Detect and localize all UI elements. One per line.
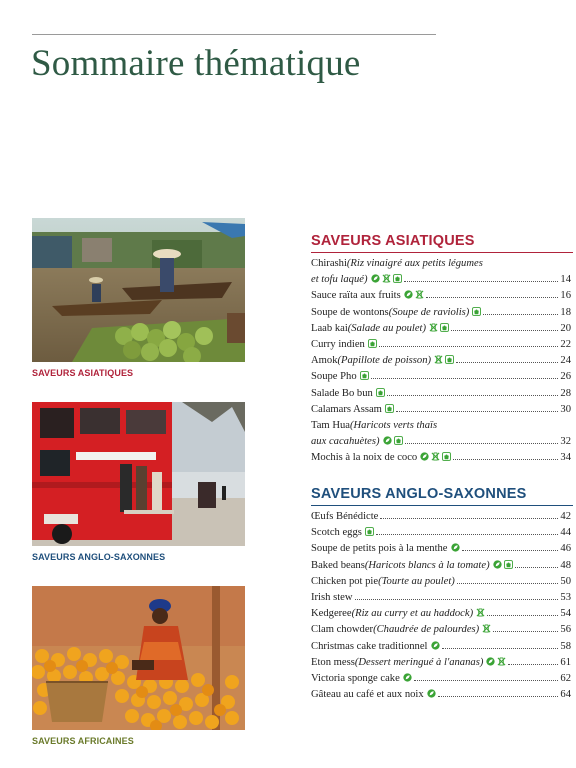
- entry-line: [311, 321, 571, 337]
- entry-name: Gâteau au café et aux noix: [311, 689, 424, 701]
- page-number: 32: [560, 436, 571, 448]
- leaf-icon: [383, 435, 392, 444]
- entry-name: Sauce raïta aux fruits: [311, 290, 401, 302]
- entry-line: [311, 606, 571, 622]
- entry-subtitle-continued: et tofu laqué): [311, 274, 368, 286]
- page-number: 26: [560, 371, 571, 383]
- dot-leader: [380, 518, 558, 519]
- entry-line: [311, 671, 571, 687]
- entry-name: Œufs Bénédicte: [311, 511, 379, 522]
- toc-entry: [311, 671, 571, 687]
- entry-name: Scotch eggs: [311, 527, 362, 539]
- entry-line: [311, 272, 571, 288]
- toc-entry: [311, 288, 571, 304]
- diet-icons: [360, 370, 369, 379]
- page-number: 24: [560, 355, 571, 367]
- toc-entry: [311, 525, 571, 541]
- no-dairy-icon: [476, 607, 485, 616]
- dot-leader: [493, 631, 558, 632]
- no-dairy-icon: [415, 289, 424, 298]
- pot-icon: [376, 387, 385, 396]
- entry-line: [311, 305, 571, 321]
- toc-entry: [311, 256, 571, 288]
- entry-name: Chirashi: [311, 258, 347, 269]
- dot-leader: [442, 648, 559, 649]
- toc-entry: [311, 509, 571, 525]
- toc-entry: [311, 574, 571, 590]
- dot-leader: [487, 615, 558, 616]
- diet-icons: [385, 403, 394, 412]
- photo-asian-market: [32, 218, 245, 362]
- entry-name: Christmas cake traditionnel: [311, 640, 428, 652]
- page-number: 54: [560, 608, 571, 620]
- entry-line: [311, 687, 571, 703]
- toc-asian: [311, 256, 571, 466]
- dot-leader: [483, 314, 558, 315]
- page-number: 20: [560, 322, 571, 334]
- toc-entry: [311, 337, 571, 353]
- page-number: 18: [560, 306, 571, 318]
- page-number: 58: [560, 640, 571, 652]
- entry-name: Soupe Pho: [311, 371, 357, 383]
- toc-anglo: [311, 509, 571, 703]
- no-dairy-icon: [434, 354, 443, 363]
- pot-icon: [504, 559, 513, 568]
- photo-caption-asian: SAVEURS ASIATIQUES: [32, 368, 134, 378]
- diet-icons: [493, 559, 513, 568]
- diet-icons: [434, 354, 454, 363]
- entry-line: [311, 590, 571, 606]
- page-number: 34: [560, 452, 571, 464]
- entry-line: [311, 288, 571, 304]
- page-number: 48: [560, 559, 571, 571]
- leaf-icon: [427, 688, 436, 697]
- entry-line: [311, 574, 571, 590]
- dot-leader: [414, 680, 559, 681]
- entry-name: Victoria sponge cake: [311, 672, 400, 684]
- entry-line: [311, 386, 571, 402]
- toc-entry: [311, 353, 571, 369]
- entry-name: Irish stew: [311, 591, 353, 603]
- diet-icons: [429, 322, 449, 331]
- toc-entry: [311, 606, 571, 622]
- dot-leader: [376, 534, 559, 535]
- top-rule: [32, 34, 436, 35]
- entry-name: Soupe de petits pois à la menthe: [311, 543, 448, 555]
- entry-subtitle: (Haricots blancs à la tomate): [364, 559, 490, 571]
- diet-icons: [371, 273, 402, 282]
- no-dairy-icon: [497, 656, 506, 665]
- diet-icons: [451, 542, 460, 551]
- entry-line: [311, 450, 571, 466]
- leaf-icon: [451, 542, 460, 551]
- photo-african-market: [32, 586, 245, 730]
- entry-line: [311, 541, 571, 557]
- entry-name: Tam Hua: [311, 419, 350, 431]
- entry-line: [311, 509, 571, 525]
- toc-entry: [311, 369, 571, 385]
- dot-leader: [456, 362, 558, 363]
- leaf-icon: [404, 289, 413, 298]
- diet-icons: [376, 387, 385, 396]
- entry-subtitle: (Dessert meringué à l'ananas): [354, 656, 484, 668]
- diet-icons: [368, 338, 377, 347]
- toc-entry: [311, 622, 571, 638]
- dot-leader: [371, 378, 559, 379]
- photo-caption-anglo: SAVEURS ANGLO-SAXONNES: [32, 552, 166, 562]
- diet-icons: [472, 306, 481, 315]
- entry-subtitle-continued: aux cacahuètes): [311, 436, 380, 448]
- entry-subtitle: (Salade au poulet): [347, 322, 427, 334]
- leaf-icon: [493, 559, 502, 568]
- dot-leader: [453, 459, 558, 460]
- diet-icons: [476, 607, 485, 616]
- toc-entry: [311, 450, 571, 466]
- pot-icon: [445, 354, 454, 363]
- no-dairy-icon: [482, 623, 491, 632]
- dot-leader: [404, 281, 559, 282]
- entry-name: Kedgeree: [311, 608, 352, 620]
- no-dairy-icon: [429, 322, 438, 331]
- dot-leader: [379, 346, 559, 347]
- page-number: 56: [560, 624, 571, 636]
- entry-name: Eton mess: [311, 656, 355, 668]
- diet-icons: [404, 289, 424, 298]
- toc-entry: [311, 402, 571, 418]
- dot-leader: [405, 443, 559, 444]
- diet-icons: [383, 435, 403, 444]
- dot-leader: [457, 583, 559, 584]
- page-number: 53: [560, 591, 571, 603]
- entry-name: Clam chowder: [311, 624, 374, 636]
- dot-leader: [508, 664, 558, 665]
- dot-leader: [355, 599, 559, 600]
- toc-entry: [311, 639, 571, 655]
- diet-icons: [420, 451, 451, 460]
- entry-name: Soupe de wontons: [311, 306, 389, 318]
- leaf-icon: [371, 273, 380, 282]
- entry-subtitle: (Tourte au poulet): [378, 575, 455, 587]
- page-number: 62: [560, 672, 571, 684]
- page-number: 28: [560, 387, 571, 399]
- pot-icon: [440, 322, 449, 331]
- entry-name: Baked beans: [311, 559, 365, 571]
- entry-name: Salade Bo bun: [311, 387, 373, 399]
- entry-line: [311, 525, 571, 541]
- entry-name: Laab kai: [311, 322, 348, 334]
- toc-entry: [311, 687, 571, 703]
- pot-icon: [393, 273, 402, 282]
- page-number: 46: [560, 543, 571, 555]
- photo-london-bus: [32, 402, 245, 546]
- page-number: 64: [560, 689, 571, 701]
- entry-line: [311, 337, 571, 353]
- dot-leader: [462, 550, 559, 551]
- pot-icon: [385, 403, 394, 412]
- toc-entry: [311, 386, 571, 402]
- diet-icons: [427, 688, 436, 697]
- page-title: Sommaire thématique: [31, 43, 361, 84]
- dot-leader: [426, 297, 559, 298]
- entry-name: Curry indien: [311, 338, 365, 350]
- section-title-anglo: SAVEURS ANGLO-SAXONNES: [311, 486, 527, 502]
- leaf-icon: [486, 656, 495, 665]
- entry-line: [311, 639, 571, 655]
- leaf-icon: [403, 672, 412, 681]
- leaf-icon: [431, 640, 440, 649]
- entry-line: [311, 655, 571, 671]
- no-dairy-icon: [431, 451, 440, 460]
- page-number: 61: [560, 656, 571, 668]
- page-number: 16: [560, 290, 571, 302]
- toc-entry: [311, 305, 571, 321]
- entry-name: Amok: [311, 355, 338, 367]
- pot-icon: [365, 526, 374, 535]
- toc-entry: [311, 418, 571, 450]
- entry-name: Chicken pot pie: [311, 575, 379, 587]
- entry-subtitle: (Soupe de raviolis): [388, 306, 470, 318]
- entry-name: Calamars Assam: [311, 403, 382, 415]
- page-number: 22: [560, 338, 571, 350]
- page-number: 44: [560, 527, 571, 539]
- entry-first-line: [311, 418, 571, 434]
- dot-leader: [515, 567, 559, 568]
- section-rule-asian: [311, 252, 573, 253]
- dot-leader: [451, 330, 558, 331]
- diet-icons: [482, 623, 491, 632]
- pot-icon: [442, 451, 451, 460]
- entry-line: [311, 558, 571, 574]
- entry-subtitle: (Riz vinaigré aux petits légumes: [346, 258, 483, 269]
- entry-first-line: [311, 256, 571, 272]
- pot-icon: [394, 435, 403, 444]
- page-number: 50: [560, 575, 571, 587]
- leaf-icon: [420, 451, 429, 460]
- no-dairy-icon: [382, 273, 391, 282]
- entry-line: [311, 353, 571, 369]
- dot-leader: [396, 411, 558, 412]
- section-title-asian: SAVEURS ASIATIQUES: [311, 233, 475, 249]
- dot-leader: [438, 696, 559, 697]
- entry-line: [311, 402, 571, 418]
- entry-line: [311, 369, 571, 385]
- diet-icons: [431, 640, 440, 649]
- diet-icons: [486, 656, 506, 665]
- toc-entry: [311, 558, 571, 574]
- entry-subtitle: (Riz au curry et au haddock): [351, 608, 474, 620]
- toc-entry: [311, 541, 571, 557]
- entry-line: [311, 622, 571, 638]
- entry-name: Mochis à la noix de coco: [311, 452, 418, 464]
- pot-icon: [472, 306, 481, 315]
- entry-line: [311, 434, 571, 450]
- toc-entry: [311, 655, 571, 671]
- photo-caption-african: SAVEURS AFRICAINES: [32, 736, 134, 746]
- page-number: 30: [560, 403, 571, 415]
- entry-subtitle: (Haricots verts thaïs: [349, 419, 438, 431]
- toc-entry: [311, 590, 571, 606]
- pot-icon: [360, 370, 369, 379]
- page-number: 14: [560, 274, 571, 286]
- entry-subtitle: (Chaudrée de palourdes): [373, 624, 480, 636]
- entry-subtitle: (Papillote de poisson): [337, 355, 432, 367]
- section-rule-anglo: [311, 505, 573, 506]
- dot-leader: [387, 395, 559, 396]
- page-number: 42: [560, 511, 571, 522]
- toc-entry: [311, 321, 571, 337]
- pot-icon: [368, 338, 377, 347]
- diet-icons: [365, 526, 374, 535]
- diet-icons: [403, 672, 412, 681]
